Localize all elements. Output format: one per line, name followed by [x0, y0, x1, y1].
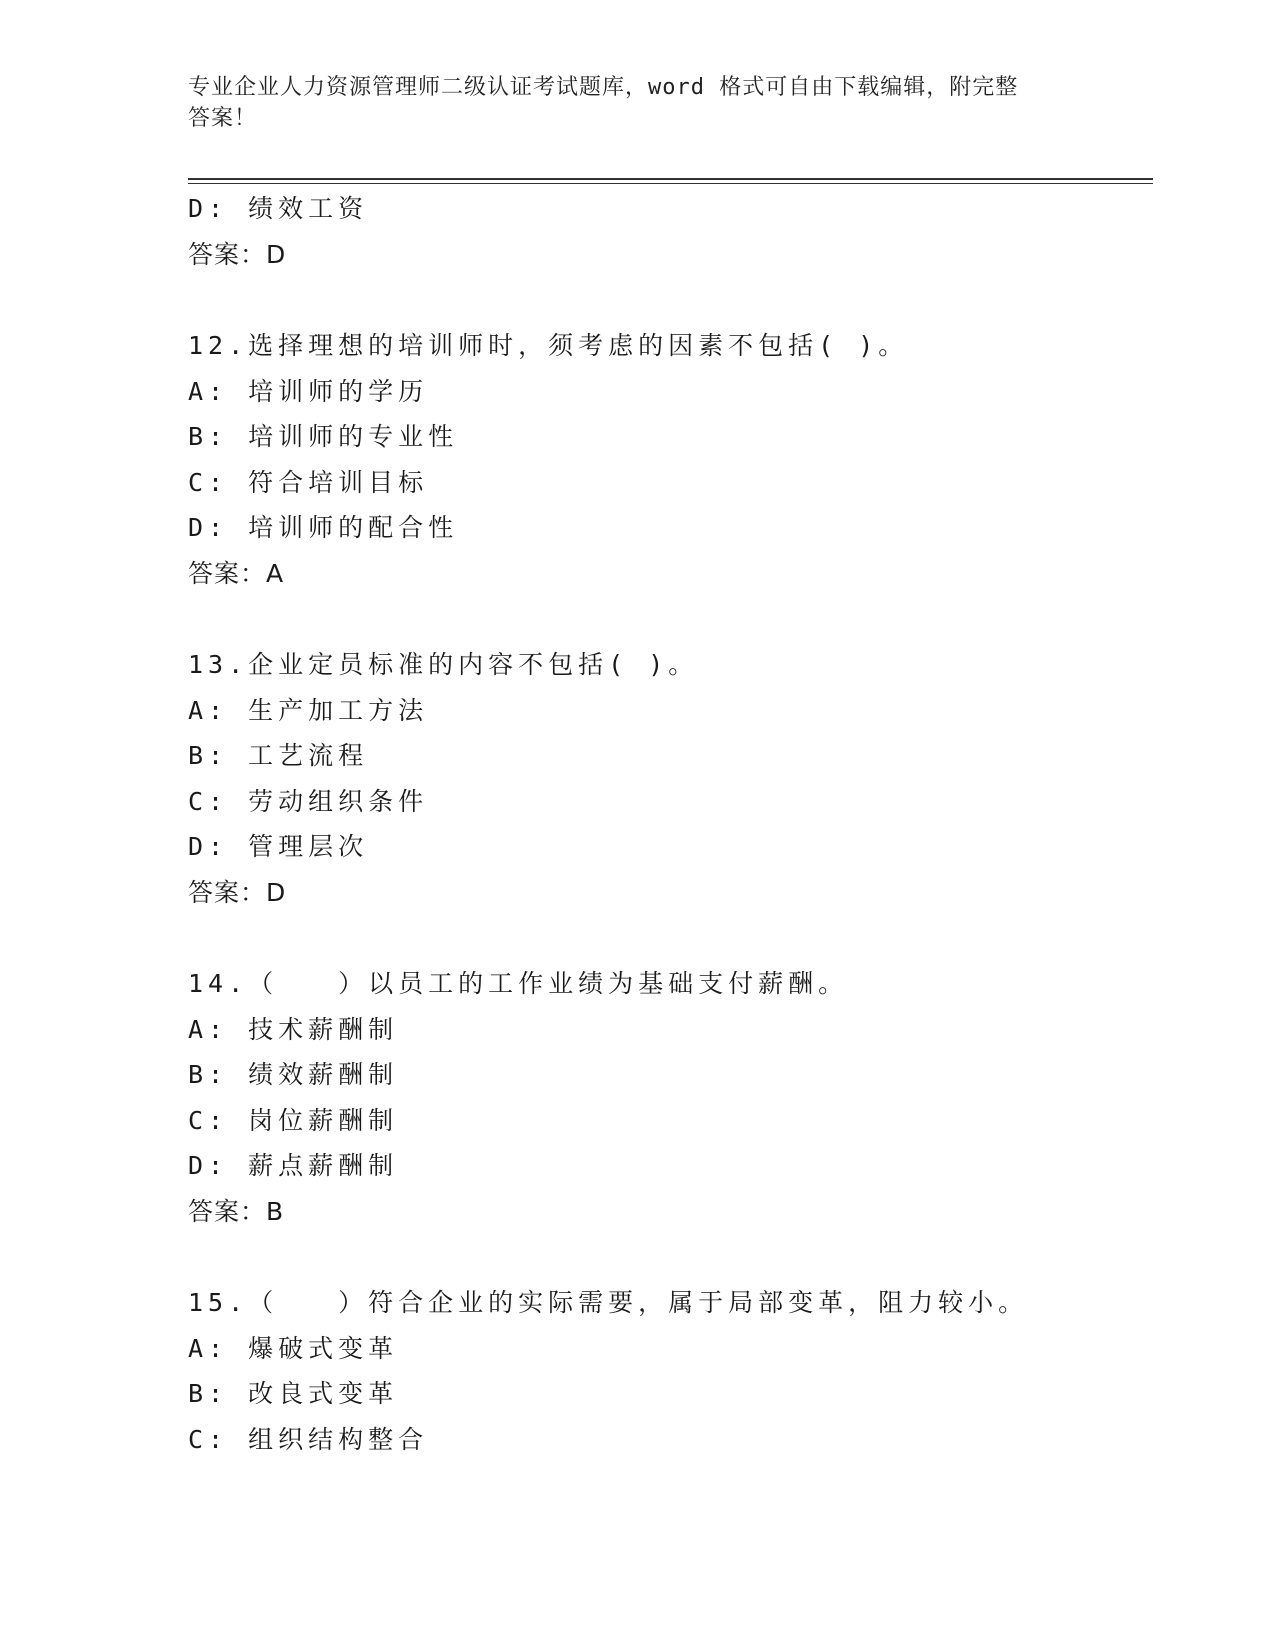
option-c: C: 组织结构整合: [188, 1424, 429, 1454]
option-b: B: 改良式变革: [188, 1379, 399, 1408]
option-a: A: 爆破式变革: [188, 1333, 399, 1363]
header-divider: [188, 178, 1153, 184]
question-stem: 12.选择理想的培训师时，须考虑的因素不包括( )。: [188, 331, 909, 360]
option-c: C: 岗位薪酬制: [188, 1105, 399, 1135]
option-d: D: 管理层次: [188, 832, 369, 861]
option-d: D: 薪点薪酬制: [188, 1151, 399, 1180]
document-page: [188, 0, 1153, 1650]
spacer: [188, 1234, 1153, 1280]
question-15: [188, 1280, 1153, 1462]
option-b: B: 培训师的专业性: [188, 422, 459, 451]
answer: 答案：B: [188, 1196, 285, 1226]
option-c: C: 劳动组织条件: [188, 786, 429, 816]
question-stem: 15.（ ）符合企业的实际需要，属于局部变革，阻力较小。: [188, 1288, 1029, 1317]
question-13: [188, 642, 1153, 915]
question-14: [188, 961, 1153, 1234]
spacer: [188, 277, 1153, 323]
option-b: B: 绩效薪酬制: [188, 1060, 399, 1089]
option-b: B: 工艺流程: [188, 741, 369, 770]
option-c: C: 符合培训目标: [188, 467, 429, 497]
option-a: A: 生产加工方法: [188, 695, 429, 725]
header-line-1: 专业企业人力资源管理师二级认证考试题库，word 格式可自由下载编辑，附完整: [188, 75, 1019, 100]
question-12: [188, 323, 1153, 596]
answer: 答案：D: [188, 877, 287, 907]
option-d: D: 绩效工资: [188, 194, 369, 223]
question-11-tail: [188, 186, 1153, 277]
option-d: D: 培训师的配合性: [188, 513, 459, 542]
question-list: [188, 186, 1153, 1462]
spacer: [188, 915, 1153, 961]
answer: 答案：D: [188, 239, 287, 269]
option-a: A: 培训师的学历: [188, 376, 429, 406]
spacer: [188, 596, 1153, 642]
page-header: [188, 72, 1068, 134]
answer: 答案：A: [188, 558, 285, 588]
question-stem: 13.企业定员标准的内容不包括( )。: [188, 650, 699, 679]
header-line-2: 答案！: [188, 106, 258, 131]
option-a: A: 技术薪酬制: [188, 1014, 399, 1044]
question-stem: 14.（ ）以员工的工作业绩为基础支付薪酬。: [188, 969, 849, 998]
